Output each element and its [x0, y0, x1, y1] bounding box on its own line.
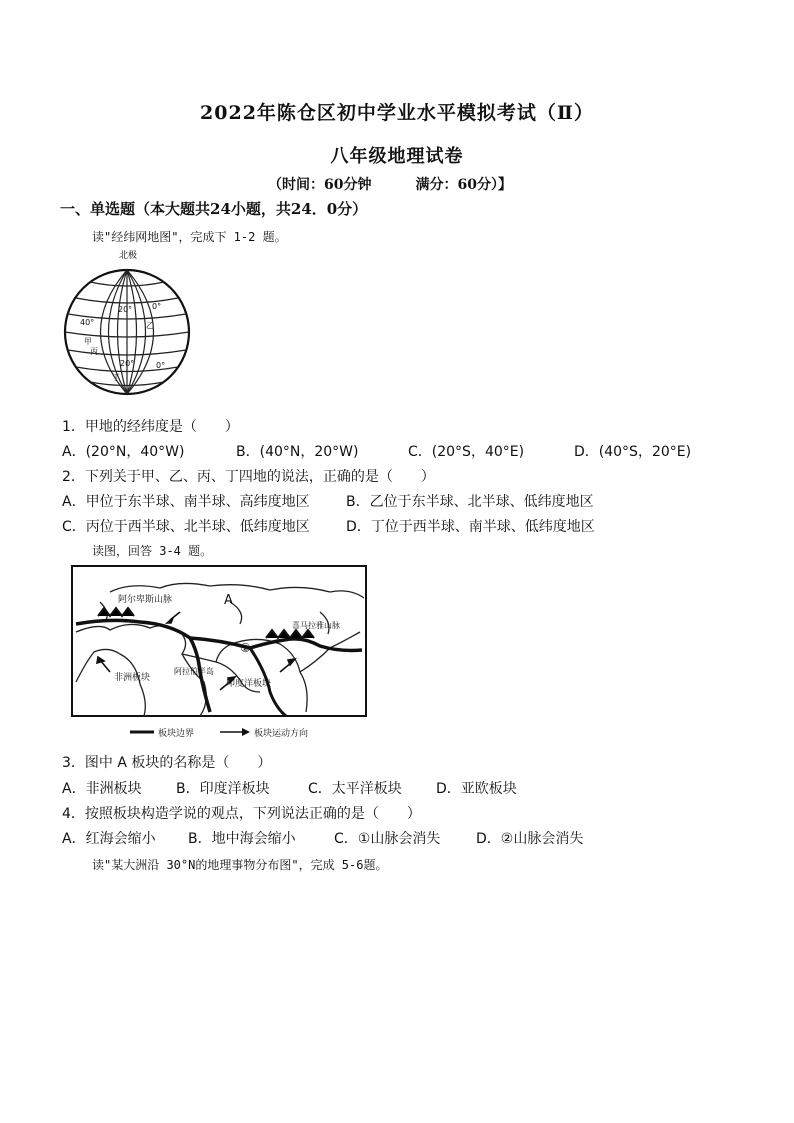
question-3: 3．图中 A 板块的名称是（ ） — [62, 755, 272, 771]
svg-text:40°: 40° — [80, 318, 95, 327]
instruction-3: 读"某大洲沿 30°N的地理事物分布图"，完成 5-6题。 — [92, 858, 388, 872]
legend-boundary-label: 板块边界 — [158, 729, 195, 739]
q1-option-d: D．(40°S，20°E) — [574, 444, 692, 460]
legend-direction-label: 板块运动方向 — [254, 729, 309, 739]
q3-option-c: C．太平洋板块 — [308, 781, 402, 797]
africa-plate-label: 非洲板块 — [114, 673, 151, 683]
time-score-line — [268, 174, 512, 194]
q1-option-c: C．(20°S，40°E) — [408, 444, 525, 460]
q4-option-c: C．①山脉会消失 — [334, 831, 441, 847]
exam-subtitle: 八年级地理试卷 — [330, 146, 464, 167]
full-score: 满分：60分）】 — [415, 177, 512, 193]
globe-label-bing: 丙 — [90, 347, 98, 356]
instruction-2: 读图，回答 3-4 题。 — [92, 544, 213, 558]
q2-option-b: B．乙位于东半球、北半球、低纬度地区 — [346, 494, 594, 510]
q4-option-b: B．地中海会缩小 — [188, 831, 296, 847]
north-pole-label: 北极 — [119, 251, 138, 261]
q3-option-a: A．非洲板块 — [62, 781, 142, 797]
plate-tectonics-map-figure — [70, 562, 370, 744]
svg-text:0°: 0° — [156, 361, 166, 370]
svg-text:0°: 0° — [152, 302, 162, 311]
svg-text:20°: 20° — [118, 305, 133, 314]
globe-label-ding: 丁 — [112, 373, 120, 382]
q4-option-a: A．红海会缩小 — [62, 831, 156, 847]
q3-option-d: D．亚欧板块 — [436, 781, 517, 797]
q4-option-d: D．②山脉会消失 — [476, 831, 584, 847]
mountain-label-2: ② — [240, 641, 251, 655]
exam-title: 2022年陈仓区初中学业水平模拟考试（Ⅱ） — [200, 102, 594, 124]
q2-option-a: A．甲位于东半球、南半球、高纬度地区 — [62, 494, 310, 510]
indian-plate-label: 印度洋板块 — [226, 679, 272, 689]
alps-label: 阿尔卑斯山脉 — [118, 595, 173, 605]
instruction-1: 读"经纬网地图"，完成下 1-2 题。 — [92, 230, 287, 244]
arabia-label: 阿拉伯半岛 — [174, 667, 214, 676]
q3-option-b: B．印度洋板块 — [176, 781, 270, 797]
question-4: 4．按照板块构造学说的观点，下列说法正确的是（ ） — [62, 806, 421, 822]
himalaya-label: 喜马拉雅山脉 — [292, 621, 340, 630]
globe-label-jia: 甲 — [84, 337, 92, 346]
legend-direction-arrow — [242, 728, 250, 736]
question-1: 1．甲地的经纬度是（ ） — [62, 419, 239, 435]
graticule-globe-figure — [60, 246, 194, 404]
q1-option-b: B．(40°N，20°W) — [236, 444, 359, 460]
section-heading: 一、单选题（本大题共24小题，共24．0分） — [60, 200, 368, 218]
q1-option-a: A．(20°N，40°W) — [62, 444, 185, 460]
plate-label-a: A — [224, 593, 233, 608]
q2-option-c: C．丙位于西半球、北半球、低纬度地区 — [62, 519, 310, 535]
q2-option-d: D．丁位于西半球、南半球、低纬度地区 — [346, 519, 595, 535]
question-2: 2．下列关于甲、乙、丙、丁四地的说法，正确的是（ ） — [62, 469, 435, 485]
time-limit: （时间：60分钟 — [268, 177, 372, 193]
globe-label-yi: 乙 — [146, 321, 154, 330]
svg-text:20°: 20° — [120, 359, 135, 368]
